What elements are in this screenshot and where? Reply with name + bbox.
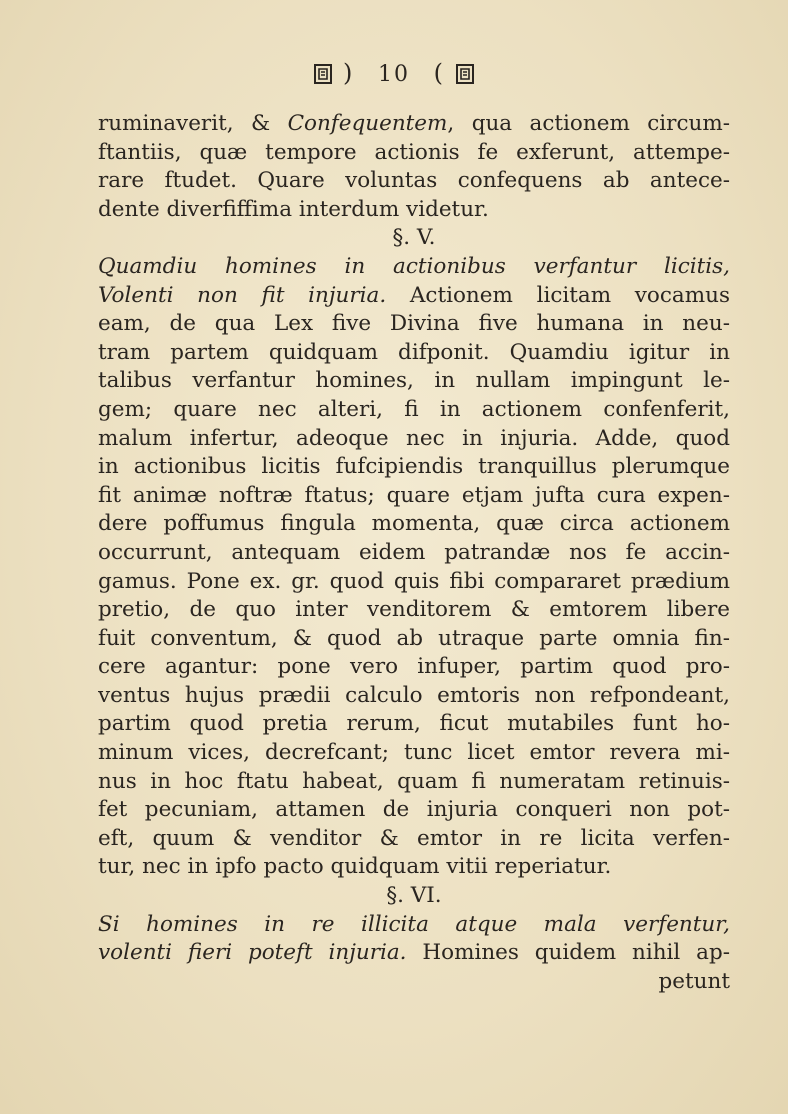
- text-line: [98, 796, 730, 825]
- page-header: [0, 58, 788, 90]
- italic-text: Quamdiu homines in actionibus verfantur licitis,: [98, 253, 730, 279]
- line-text: rare ftudet. Quare voluntas confequens ab antece-: [98, 168, 730, 194]
- text-line: [98, 682, 730, 711]
- text-line: [98, 625, 730, 654]
- text-line: [98, 710, 730, 739]
- line-text: talibus verfantur homines, in nullam impingunt le-: [98, 368, 730, 394]
- text-line: [98, 853, 730, 882]
- text-line: [98, 939, 730, 968]
- text-line: [98, 253, 730, 282]
- line-text: occurrunt, antequam eidem patrandæ nos fe accin-: [98, 539, 730, 565]
- line-text: Homines quidem nihil ap-: [406, 940, 730, 966]
- text-line: [98, 167, 730, 196]
- line-text: ventus hujus prædii calculo emtoris non refpondeant,: [98, 682, 730, 708]
- text-line: [98, 596, 730, 625]
- text-line: [98, 224, 730, 253]
- page-number: 10: [378, 62, 410, 87]
- line-text: ftantiis, quæ tempore actionis fe exferunt, attempe-: [98, 139, 730, 165]
- text-line: [98, 282, 730, 311]
- line-text: fit animæ noftræ ftatus; quare etjam jufta cura expen-: [98, 482, 730, 508]
- line-text: tram partem quidquam difponit. Quamdiu igitur in: [98, 339, 730, 365]
- ornament-icon: [455, 63, 475, 85]
- line-text: in actionibus licitis fufcipiendis tranquillus plerumque: [98, 454, 730, 480]
- line-text: gem; quare nec alteri, fi in actionem confenferit,: [98, 396, 730, 422]
- line-text: Actionem licitam vocamus: [386, 282, 730, 308]
- italic-text: Volenti non fit injuria.: [98, 282, 387, 308]
- line-text: fuit conventum, & quod ab utraque parte omnia fin-: [98, 625, 730, 651]
- italic-text: Confequentem: [287, 111, 448, 136]
- line-text: cere agantur: pone vero infuper, partim quod pro-: [98, 654, 730, 680]
- text-line: [98, 911, 730, 940]
- header-open-paren: ): [342, 59, 355, 87]
- line-text: dente diverfiffima interdum videtur.: [98, 196, 489, 222]
- text-line: [98, 482, 730, 511]
- line-text: petunt: [658, 968, 730, 994]
- line-text: ruminaverit, &: [98, 111, 288, 136]
- line-text: fet pecuniam, attamen de injuria conqueri non pot-: [98, 797, 730, 823]
- line-text: pretio, de quo inter venditorem & emtorem libere: [98, 597, 730, 623]
- text-line: [98, 768, 730, 797]
- text-line: [98, 510, 730, 539]
- text-line: [98, 453, 730, 482]
- text-line: [98, 139, 730, 168]
- text-line: [98, 882, 730, 911]
- italic-text: Si homines in re illicita atque mala verfentur,: [98, 911, 730, 937]
- line-text: gamus. Pone ex. gr. quod quis fibi compararet prædium: [98, 568, 730, 594]
- text-line: [98, 310, 730, 339]
- line-text: dere poffumus fingula momenta, quæ circa actionem: [98, 511, 730, 537]
- line-text: §. V.: [392, 225, 436, 251]
- text-body: [98, 110, 730, 996]
- text-line: [98, 367, 730, 396]
- text-line: [98, 339, 730, 368]
- line-text: tur, nec in ipfo pacto quidquam vitii reperiatur.: [98, 854, 612, 880]
- text-line: [98, 653, 730, 682]
- text-line: [98, 539, 730, 568]
- line-text: minum vices, decrefcant; tunc licet emtor revera mi-: [98, 740, 730, 766]
- header-close-paren: (: [433, 59, 446, 87]
- line-text: , qua actionem circum-: [447, 111, 730, 136]
- text-line: [98, 196, 730, 225]
- line-text: eam, de qua Lex five Divina five humana in neu-: [98, 311, 730, 337]
- text-line: [98, 739, 730, 768]
- italic-text: volenti fieri poteft injuria.: [98, 940, 407, 966]
- text-line: [98, 568, 730, 597]
- line-text: nus in hoc ftatu habeat, quam fi numeratam retinuis-: [98, 768, 730, 794]
- text-line: [98, 825, 730, 854]
- text-line: [98, 396, 730, 425]
- line-text: partim quod pretia rerum, ficut mutabiles funt ho-: [98, 711, 730, 737]
- line-text: §. VI.: [386, 883, 442, 909]
- text-line: [98, 425, 730, 454]
- text-line: [98, 968, 730, 997]
- text-line: [98, 110, 730, 139]
- ornament-icon: [313, 63, 333, 85]
- line-text: malum infertur, adeoque nec in injuria. Adde, quod: [98, 425, 730, 451]
- line-text: eft, quum & venditor & emtor in re licita verfen-: [98, 825, 730, 851]
